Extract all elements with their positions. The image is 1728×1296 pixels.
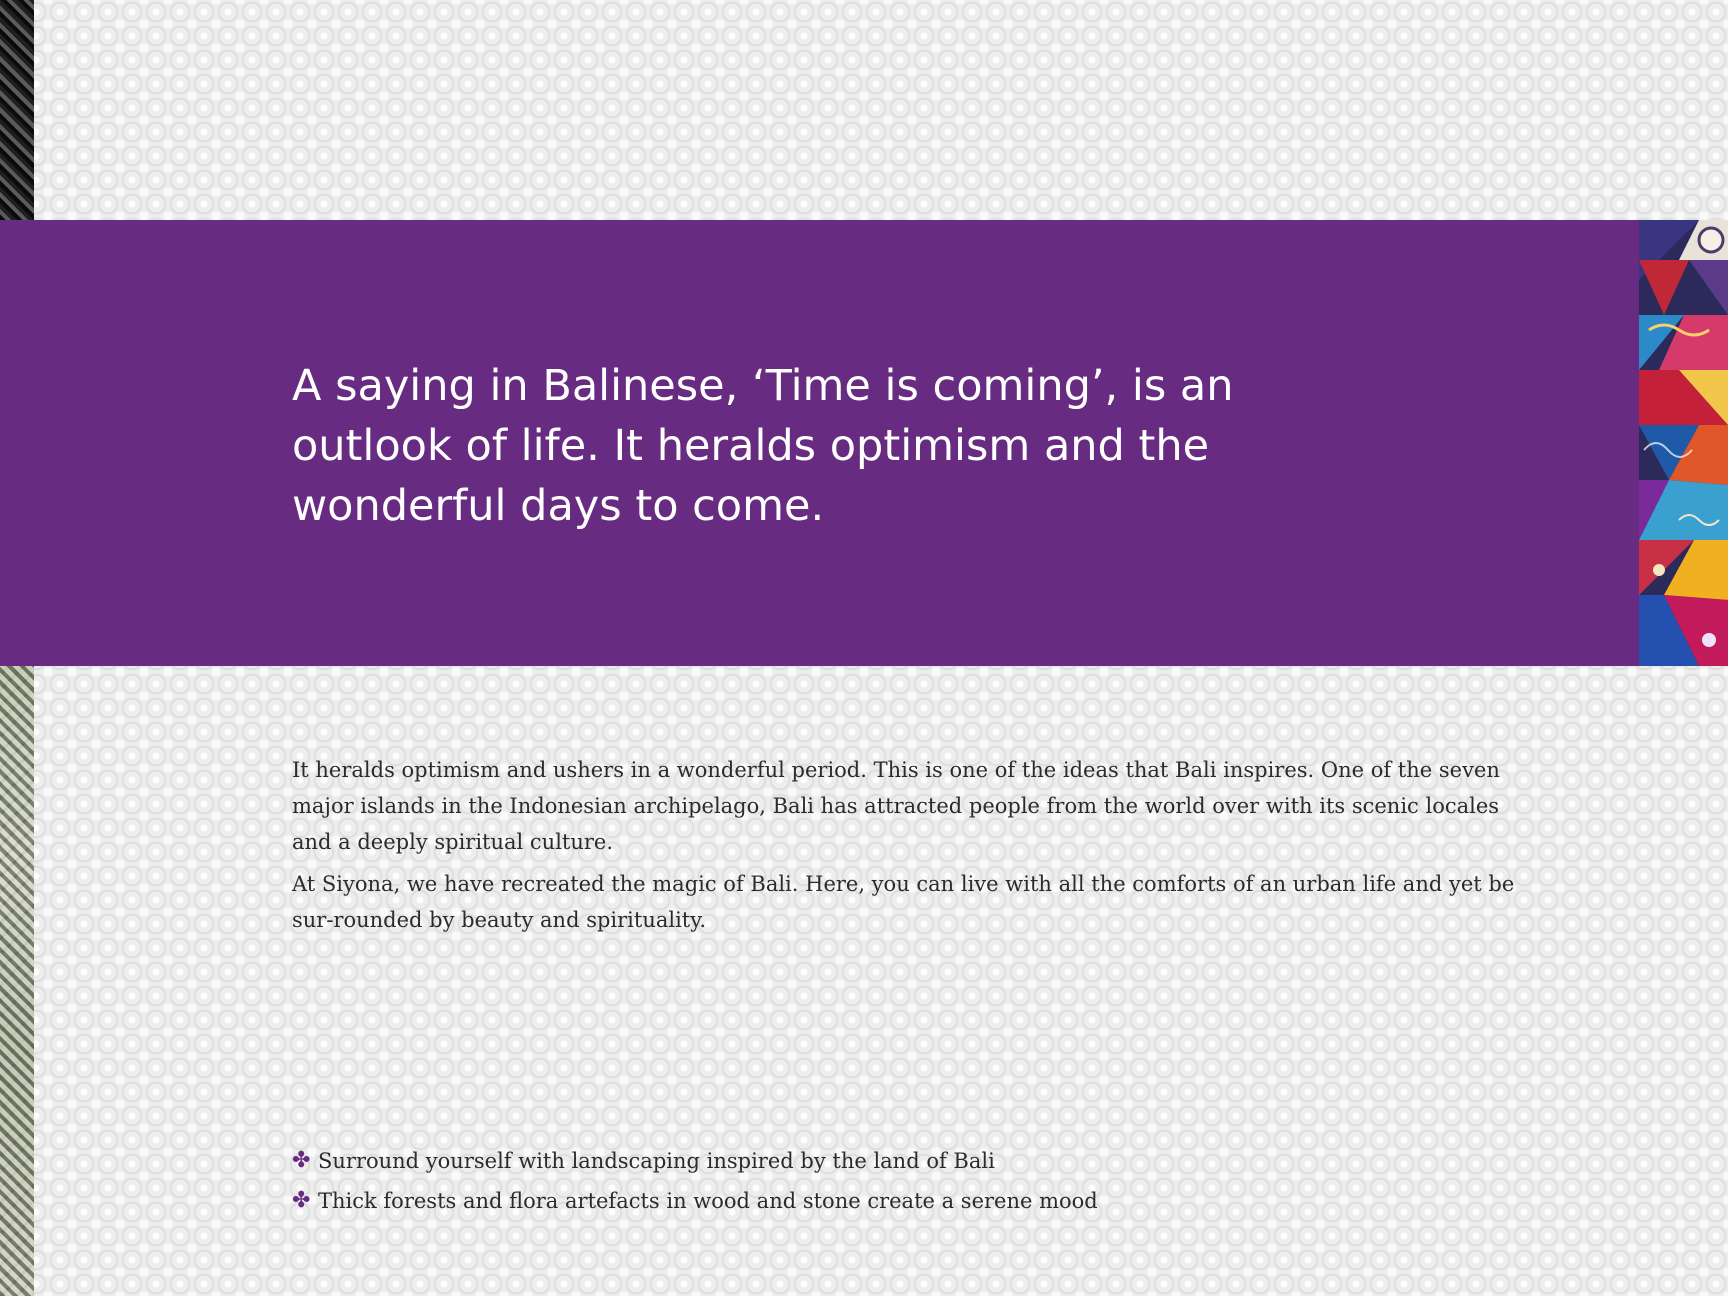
four-petal-flower-bullet-icon: ✤ xyxy=(292,1148,311,1173)
body-paragraph-2: At Siyona, we have recreated the magic of Bali. Here, you can live with all the comforts of an urban life and yet be sur-rounded by beauty and spirituality. xyxy=(292,872,1515,932)
body-paragraph-1: It heralds optimism and ushers in a wonderful period. This is one of the ideas that Bali inspires. One of the seven major islands in the Indonesian archipelago, Bali has attracted people from the world over with its scenic locales and a deeply spiritual culture. xyxy=(292,758,1500,854)
banner-quote: A saying in Balinese, ‘Time is coming’, is an outlook of life. It heralds optimism and the wonderful days to come. xyxy=(292,361,1234,531)
list-item xyxy=(292,1141,1098,1181)
bullet-text: Thick forests and flora artefacts in wood and stone create a serene mood xyxy=(318,1189,1098,1213)
list-item xyxy=(292,1181,1098,1221)
bullet-text: Surround yourself with landscaping inspired by the land of Bali xyxy=(318,1149,995,1173)
patchwork-fabric-decoration xyxy=(1639,220,1728,666)
patchwork-image xyxy=(1639,220,1728,666)
body-copy xyxy=(292,752,1542,944)
left-decorative-border-top xyxy=(0,0,34,220)
quote-banner xyxy=(0,220,1639,666)
left-decorative-border-bottom xyxy=(0,666,34,1296)
feature-bullet-list xyxy=(292,1141,1098,1221)
four-petal-flower-bullet-icon: ✤ xyxy=(292,1188,311,1213)
